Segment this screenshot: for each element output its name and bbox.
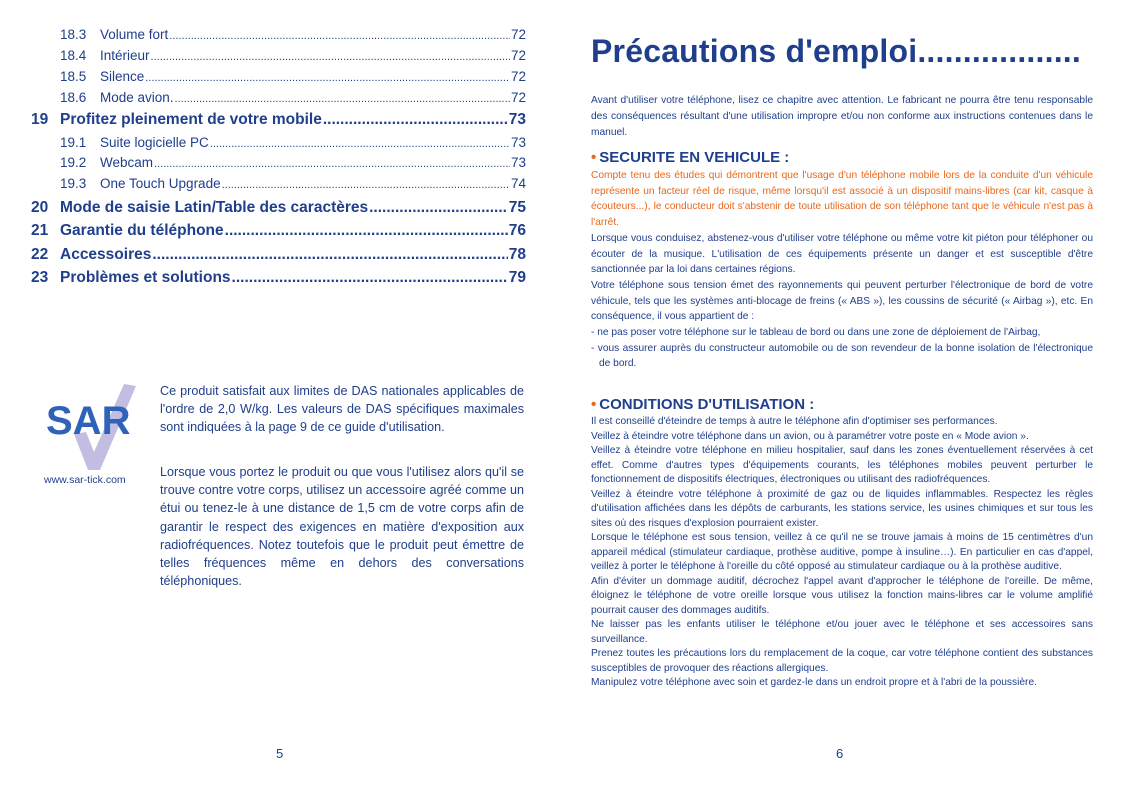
toc-entry[interactable] bbox=[31, 268, 526, 288]
toc-label: One Touch Upgrade bbox=[100, 176, 221, 191]
body-paragraph: Manipulez votre téléphone avec soin et gardez-le dans un endroit propre et à l'abri de la poussière. bbox=[591, 677, 1037, 688]
toc-label: Garantie du téléphone bbox=[60, 222, 224, 239]
toc-leader bbox=[152, 245, 507, 265]
bullet-icon: • bbox=[591, 149, 597, 166]
toc-leader bbox=[169, 26, 510, 44]
toc-number: 21 bbox=[31, 222, 49, 239]
section-heading-vehicle-safety bbox=[591, 149, 789, 166]
toc-label: Problèmes et solutions bbox=[60, 269, 231, 286]
toc-leader bbox=[222, 175, 510, 193]
toc-label: Accessoires bbox=[60, 246, 152, 263]
body-paragraph: Prenez toutes les précautions lors du remplacement de la coque, car votre téléphone contient des substances susceptibles de provoquer des réactions allergiques. bbox=[591, 648, 1093, 674]
toc-entry[interactable] bbox=[60, 175, 526, 193]
intro-paragraph: Avant d'utiliser votre téléphone, lisez ce chapitre avec attention. Le fabricant ne pourra être tenu responsable des conséquences résultant d'une utilisation impropre et/ou non conforme aux instructions contenues dans le manuel. bbox=[591, 95, 1093, 138]
body-paragraph: Ne laisser pas les enfants utiliser le téléphone et/ou jouer avec le téléphone et ses accessoires sans surveillance. bbox=[591, 619, 1093, 645]
toc-entry[interactable] bbox=[60, 68, 526, 86]
toc-number: 23 bbox=[31, 269, 49, 286]
toc-entry[interactable] bbox=[31, 110, 526, 130]
toc-number: 19.3 bbox=[60, 176, 87, 191]
toc-entry[interactable] bbox=[60, 134, 526, 152]
toc-label: Suite logicielle PC bbox=[100, 135, 209, 150]
toc-label: Intérieur bbox=[100, 48, 150, 63]
toc-page: 72 bbox=[510, 48, 526, 63]
sar-url[interactable]: www.sar-tick.com bbox=[44, 474, 126, 486]
toc-leader bbox=[232, 268, 508, 288]
body-paragraph: Lorsque vous conduisez, abstenez-vous d'utiliser votre téléphone ou même votre kit piéton pour téléphoner ou écouter de la musique. L'utilisation de ces équipements présente un danger et est susceptible d'être sanctionnée par la loi dans certaines régions. bbox=[591, 232, 1093, 276]
page-title: Précautions d'emploi.................. bbox=[591, 33, 1081, 69]
toc-page: 76 bbox=[508, 222, 526, 239]
toc-label: Mode avion. bbox=[100, 90, 174, 105]
toc-page: 74 bbox=[510, 176, 526, 191]
page-number: 6 bbox=[836, 746, 844, 761]
toc-entry[interactable] bbox=[60, 26, 526, 44]
toc-entry[interactable] bbox=[31, 221, 526, 241]
toc-label: Profitez pleinement de votre mobile bbox=[60, 111, 322, 128]
toc-leader bbox=[225, 221, 508, 241]
sar-logo-text: SAR bbox=[46, 399, 131, 443]
body-paragraph: Il est conseillé d'éteindre de temps à autre le téléphone afin d'optimiser ses performances. bbox=[591, 416, 998, 427]
sar-paragraph-1: Ce produit satisfait aux limites de DAS nationales applicables de l'ordre de 2,0 W/kg. Les valeurs de DAS spécifiques maximales sont indiquées à la page 9 de ce guide d'utilisation. bbox=[160, 384, 524, 435]
page-number: 5 bbox=[276, 746, 284, 761]
section-body-conditions bbox=[591, 415, 1093, 691]
sar-logo bbox=[44, 382, 140, 482]
toc-page: 72 bbox=[510, 90, 526, 105]
toc-page: 79 bbox=[508, 269, 526, 286]
section-body-vehicle-safety bbox=[591, 168, 1093, 372]
toc-page: 75 bbox=[508, 199, 526, 216]
toc-label: Silence bbox=[100, 69, 145, 84]
toc-page: 72 bbox=[510, 27, 526, 42]
toc-leader bbox=[323, 110, 508, 130]
toc-entry[interactable] bbox=[60, 89, 526, 107]
toc-page: 73 bbox=[510, 135, 526, 150]
toc-entry[interactable] bbox=[60, 154, 526, 172]
body-paragraph: Lorsque le téléphone est sous tension, veillez à ce qu'il ne se trouve jamais à moins de 15 centimètres d'un appareil médical (stimulateur cardiaque, prothèse auditive, pompe à insuline…). En particulier en cas d'appel, veillez à porter le téléphone à l'oreille du côté opposé au stimulateur cardiaque ou à la prothèse auditive. bbox=[591, 532, 1093, 572]
section-heading-text: CONDITIONS D'UTILISATION : bbox=[599, 396, 815, 413]
section-heading-conditions bbox=[591, 396, 814, 413]
toc-label: Webcam bbox=[100, 155, 154, 170]
toc-number: 19.1 bbox=[60, 135, 87, 150]
toc-entry[interactable] bbox=[31, 198, 526, 218]
body-paragraph: Veillez à éteindre votre téléphone dans un avion, ou à paramétrer votre poste en « Mode avion ». bbox=[591, 430, 1029, 442]
section-heading-text: SECURITE EN VEHICULE : bbox=[599, 149, 790, 166]
body-paragraph: Veillez à éteindre votre téléphone à proximité de gaz ou de liquides inflammables. Respectez les règles d'utilisation affichées dans les dépôts de carburants, les stations service, les usines chimiques et sur tous les sites où des risques d'explosion pourraient exister. bbox=[591, 488, 1093, 529]
toc-label: Mode de saisie Latin/Table des caractères bbox=[60, 199, 369, 216]
toc-leader bbox=[210, 134, 510, 152]
toc-leader bbox=[151, 47, 510, 65]
toc-entry[interactable] bbox=[31, 245, 526, 265]
toc-number: 20 bbox=[31, 199, 49, 216]
toc-number: 22 bbox=[31, 246, 49, 263]
toc-leader bbox=[369, 198, 508, 218]
body-paragraph: Votre téléphone sous tension émet des rayonnements qui peuvent perturber l'électronique de bord de votre véhicule, tels que les systèmes anti-blocage de freins (« ABS »), les coussins de sécurité (« Airbag »), etc. En conséquence, il vous appartient de : bbox=[591, 279, 1093, 323]
bullet-icon: • bbox=[591, 396, 597, 413]
body-paragraph: Veillez à éteindre votre téléphone en milieu hospitalier, sauf dans les zones éventuellement réservées à cet effet. Comme d'autres types d'équipements courants, les téléphones mobiles peuvent perturber le fonctionnement de dispositifs électriques, électroniques ou utilisant des radiofréquences. bbox=[591, 445, 1093, 485]
warning-paragraph: Compte tenu des études qui démontrent que l'usage d'un téléphone mobile lors de la conduite d'un véhicule représente un facteur réel de risque, même lorsqu'il est associé à un dispositif mains-libres (car kit, casque à écouteurs...), le conducteur doit s'abstenir de toute utilisation de son téléphone tant que le véhicule n'est pas à l'arrêt. bbox=[591, 170, 1093, 229]
toc-number: 19 bbox=[31, 111, 49, 128]
toc-leader bbox=[145, 68, 510, 86]
toc-page: 72 bbox=[510, 69, 526, 84]
toc-page: 73 bbox=[510, 155, 526, 170]
toc-number: 19.2 bbox=[60, 155, 87, 170]
dash-item: - ne pas poser votre téléphone sur le tableau de bord ou dans une zone de déploiement de l'Airbag, bbox=[591, 327, 1041, 339]
toc-entry[interactable] bbox=[60, 47, 526, 65]
toc-number: 18.3 bbox=[60, 27, 87, 42]
sar-paragraph-2: Lorsque vous portez le produit ou que vous l'utilisez alors qu'il se trouve contre votre corps, utilisez un accessoire agréé comme un étui ou tenez-le à une distance de 1,5 cm de votre corps afin de garantir le respect des exigences en matière d'exposition aux radiofréquences. Notez toutefois que le produit peut émettre de telles fréquences même en dehors des conversations téléphoniques. bbox=[160, 465, 524, 589]
toc-number: 18.4 bbox=[60, 48, 87, 63]
toc-number: 18.6 bbox=[60, 90, 87, 105]
right-page bbox=[561, 0, 1123, 798]
left-page bbox=[0, 0, 561, 798]
toc-number: 18.5 bbox=[60, 69, 87, 84]
toc-page: 73 bbox=[508, 111, 526, 128]
toc-label: Volume fort bbox=[100, 27, 169, 42]
toc-leader bbox=[154, 154, 510, 172]
toc-page: 78 bbox=[508, 246, 526, 263]
toc-leader bbox=[175, 89, 510, 107]
dash-item: - vous assurer auprès du constructeur automobile ou de son revendeur de la bonne isolation de l'électronique de bord. bbox=[591, 342, 1093, 370]
body-paragraph: Afin d'éviter un dommage auditif, décrochez l'appel avant d'approcher le téléphone de l'oreille. De même, éloignez le téléphone de votre oreille lorsque vous utilisez la fonction mains-libres car le volume amplifié pourrait causer des dommages auditifs. bbox=[591, 575, 1093, 616]
